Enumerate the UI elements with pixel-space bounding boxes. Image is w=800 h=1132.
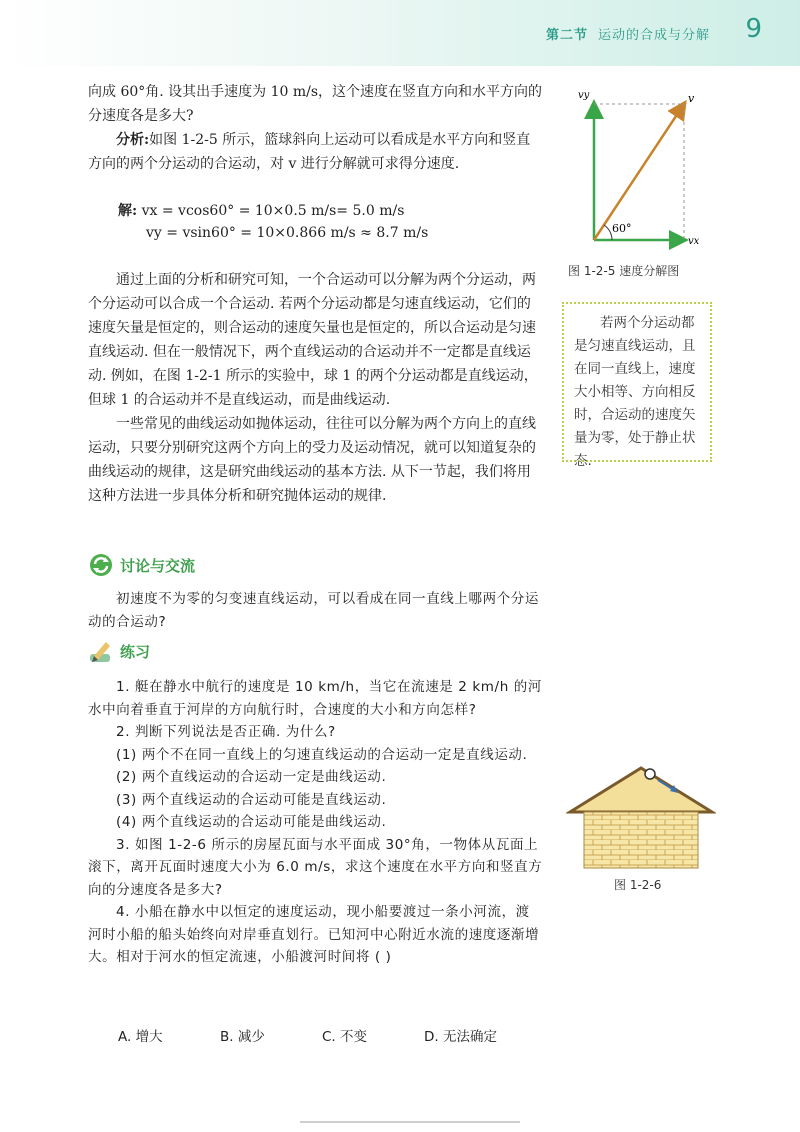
- pencil-icon: [88, 638, 114, 664]
- discussion-icon: [88, 552, 114, 578]
- side-note-text: 若两个分运动都是匀速直线运动，且在同一直线上，速度大小相等、方向相反时，合运动的速度矢量为零，处于静止状态.: [574, 315, 696, 469]
- choice-c: C. 不变: [322, 1029, 368, 1045]
- figure-1-caption: 图 1-2-5 速度分解图: [568, 264, 680, 278]
- paragraph-composition: 通过上面的分析和研究可知，一个合运动可以分解为两个分运动，两个分运动可以合成一个合运动. 若两个分运动都是匀速直线运动，它们的速度矢量是恒定的，则合运动的速度矢量也是恒定的，所以合运动是匀速直线运动. 但在一般情况下，两个直线运动的合运动并不一定都是直线运动. 例如，在图 1-2-1 所示的实验中，球 1 的两个分运动都是直线运动，但球 1 的合运动并不是直线运动，而是曲线运动.: [88, 272, 538, 408]
- exercise-title: 练习: [120, 642, 151, 661]
- choice-b: B. 减少: [220, 1029, 265, 1045]
- label-vx: vx: [688, 236, 700, 247]
- problem-text: 向成 60°角. 设其出手速度为 10 m/s，这个速度在竖直方向和水平方向的分速度各是多大?: [88, 84, 543, 124]
- exercise-heading: [88, 638, 150, 664]
- answer-choices: [118, 1025, 526, 1045]
- section-title: 第二节 运动的合成与分解: [545, 28, 710, 43]
- analysis-label: 分析:: [116, 132, 150, 148]
- exercise-q2-4: (4) 两个直线运动的合运动可能是曲线运动.: [116, 814, 387, 830]
- side-note: [562, 302, 712, 469]
- exercise-q2: 2. 判断下列说法是否正确. 为什么?: [116, 724, 336, 740]
- analysis-paragraph: 分析:如图 1-2-5 所示，篮球斜向上运动可以看成是水平方向和竖直方向的两个分运动的合运动，对 v 进行分解就可求得分速度.: [88, 132, 531, 172]
- discussion-text: 初速度不为零的匀变速直线运动，可以看成在同一直线上哪两个分运动的合运动?: [88, 591, 539, 630]
- choice-d: D. 无法确定: [424, 1029, 497, 1045]
- page-number: 9: [745, 14, 762, 44]
- ball: [645, 769, 655, 779]
- exercise-q2-3: (3) 两个直线运动的合运动可能是直线运动.: [116, 791, 387, 808]
- discussion-title: 讨论与交流: [120, 556, 196, 575]
- page-header: [0, 0, 800, 66]
- exercise-q3: 3. 如图 1-2-6 所示的房屋瓦面与水平面成 30°角，一物体从瓦面上滚下，离开瓦面时速度大小为 6.0 m/s，求这个速度在水平方向和竖直方向的分速度各是多大?: [88, 836, 543, 898]
- roof: [570, 768, 712, 812]
- solution-line-2: vy = vsin60° = 10×0.866 m/s ≈ 8.7 m/s: [146, 225, 429, 241]
- footer-rule: [300, 1121, 520, 1123]
- discussion-body: [88, 588, 543, 633]
- intro-problem: [88, 80, 543, 176]
- paragraph-curved-motion: 一些常见的曲线运动如抛体运动，往往可以分解为两个方向上的直线运动，只要分别研究这两个方向上的受力及运动情况，就可以知道复杂的曲线运动的规律，这是研究曲线运动的基本方法. 从下一节起，我们将用这种方法进一步具体分析和研究抛体运动的规律.: [88, 416, 536, 504]
- body-text: [88, 268, 543, 508]
- wall: [584, 812, 698, 868]
- solution-label: 解:: [118, 203, 138, 219]
- figure-2-caption: 图 1-2-6: [614, 878, 662, 892]
- exercise-list: [88, 676, 543, 969]
- choice-a: A. 增大: [118, 1029, 163, 1045]
- discussion-heading: [88, 552, 195, 578]
- house-roof-figure: [566, 760, 716, 870]
- exercise-q2-1: (1) 两个不在同一直线上的匀速直线运动的合运动一定是直线运动.: [116, 746, 528, 763]
- label-vy: vy: [578, 90, 590, 101]
- exercise-q4: 4. 小船在静水中以恒定的速度运动，现小船要渡过一条小河流，渡河时小船的船头始终向对岸垂直划行。已知河中心附近水流的速度逐渐增大。相对于河水的恒定流速，小船渡河时间将 ( ): [88, 904, 540, 965]
- exercise-q2-2: (2) 两个直线运动的合运动一定是曲线运动.: [116, 769, 387, 785]
- label-v: v: [688, 92, 695, 105]
- exercise-q1: 1. 艇在静水中航行的速度是 10 km/h，当它在流速是 2 km/h 的河水中向着垂直于河岸的方向航行时，合速度的大小和方向怎样?: [88, 679, 542, 718]
- label-angle: 60°: [612, 222, 632, 235]
- solution: [118, 200, 428, 244]
- velocity-decomposition-figure: [566, 82, 716, 257]
- solution-line-1: vx = vcos60° = 10×0.5 m/s= 5.0 m/s: [141, 203, 405, 219]
